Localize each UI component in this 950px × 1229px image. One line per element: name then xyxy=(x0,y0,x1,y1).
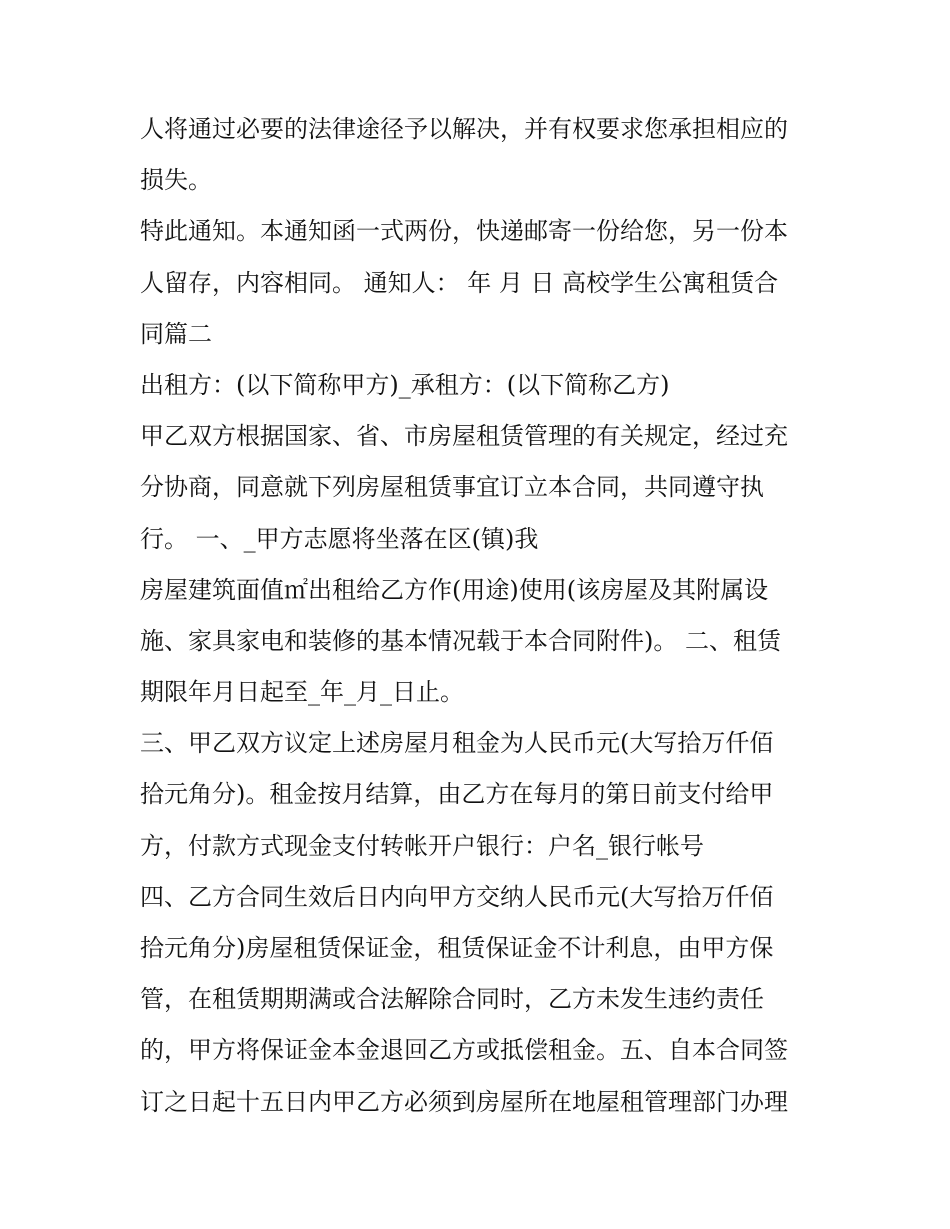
text-line-12: 期限年月日起至_年_月_日止。 xyxy=(140,678,464,707)
text-line-15: 方，付款方式现金支付转帐开户银行：户名_银行帐号 xyxy=(140,831,704,860)
text-line-2: 损失。 xyxy=(140,166,212,195)
text-line-11: 施、家具家电和装修的基本情况载于本合同附件)。 二、租赁 xyxy=(140,626,781,655)
text-line-19: 的，甲方将保证金本金退回乙方或抵偿租金。五、自本合同签 xyxy=(140,1036,788,1065)
text-line-10: 房屋建筑面值㎡出租给乙方作(用途)使用(该房屋及其附属设 xyxy=(140,575,769,604)
text-line-3: 特此通知。本通知函一式两份，快递邮寄一份给您，另一份本 xyxy=(140,217,788,246)
text-line-5: 同篇二 xyxy=(140,319,212,348)
text-line-16: 四、乙方合同生效后日内向甲方交纳人民币元(大写拾万仟佰 xyxy=(140,882,774,911)
text-line-7: 甲乙双方根据国家、省、市房屋租赁管理的有关规定，经过充 xyxy=(140,422,788,451)
text-line-4: 人留存，内容相同。 通知人： 年 月 日 高校学生公寓租赁合 xyxy=(140,268,779,297)
text-line-20: 订之日起十五日内甲乙方必须到房屋所在地屋租管理部门办理 xyxy=(140,1087,788,1116)
text-line-1: 人将通过必要的法律途径予以解决，并有权要求您承担相应的 xyxy=(140,115,788,143)
document-body xyxy=(140,104,820,1128)
text-line-8: 分协商，同意就下列房屋租赁事宜订立本合同，共同遵守执 xyxy=(140,473,764,502)
text-line-6: 出租方：(以下简称甲方)_承租方：(以下简称乙方) xyxy=(140,370,670,399)
text-line-18: 管，在租赁期期满或合法解除合同时，乙方未发生违约责任 xyxy=(140,985,764,1014)
text-line-9: 行。 一、_甲方志愿将坐落在区(镇)我 xyxy=(140,524,539,553)
text-line-14: 拾元角分)。租金按月结算，由乙方在每月的第日前支付给甲 xyxy=(140,780,774,809)
text-line-17: 拾元角分)房屋租赁保证金，租赁保证金不计利息，由甲方保 xyxy=(140,934,774,962)
text-line-13: 三、甲乙双方议定上述房屋月租金为人民币元(大写拾万仟佰 xyxy=(140,729,774,758)
